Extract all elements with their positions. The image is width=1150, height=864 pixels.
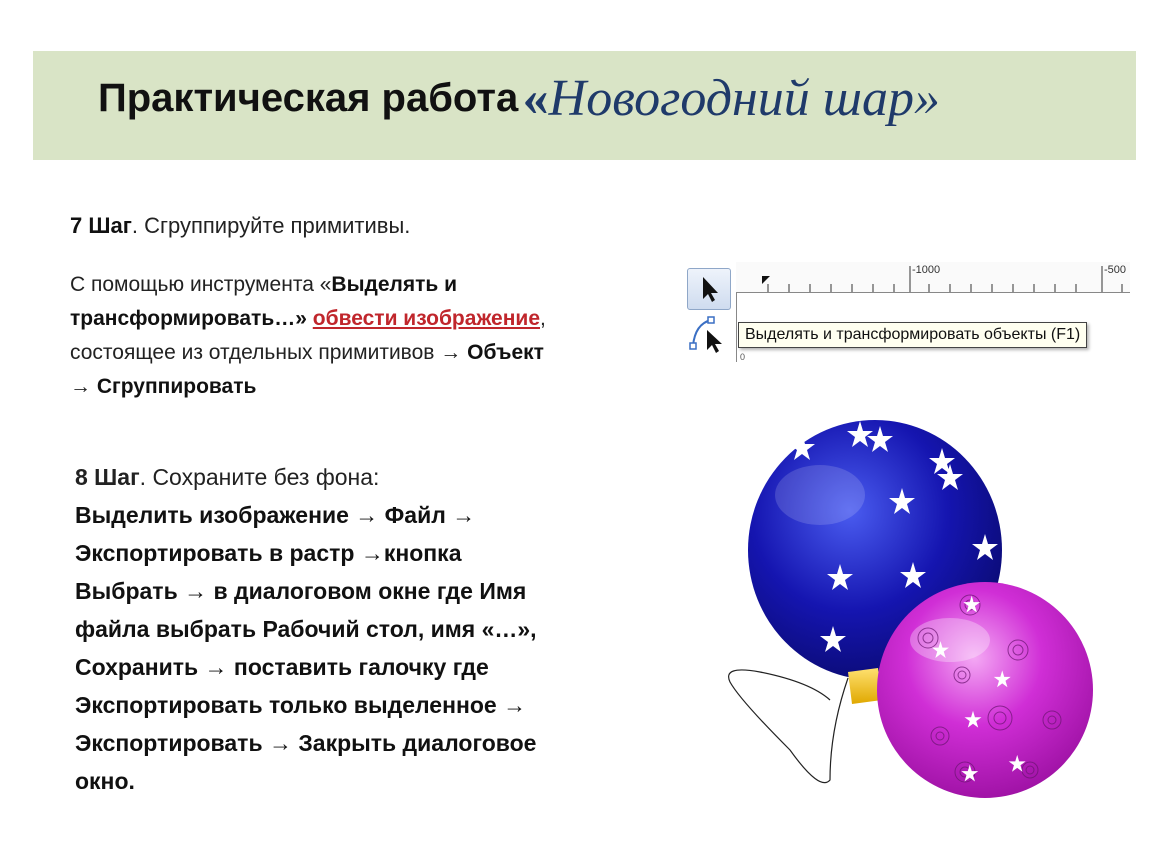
step8-line: Выбрать → в диалоговом окне где Имя <box>75 578 527 604</box>
step7-label: 7 Шаг <box>70 213 132 238</box>
step8-label: 8 Шаг <box>75 464 140 490</box>
arrow-icon: → <box>70 375 91 398</box>
page-title <box>98 69 940 128</box>
ornaments-image <box>700 400 1140 840</box>
tooltip: Выделять и трансформировать объекты (F1) <box>738 322 1087 348</box>
step7-paragraph <box>70 268 670 404</box>
ruler-label: -500 <box>1104 264 1127 276</box>
step7-heading <box>70 213 410 239</box>
outline-link[interactable]: обвести изображение <box>312 307 541 330</box>
title-band <box>33 51 1136 160</box>
comma: , <box>540 307 546 330</box>
step8-line: Выделить изображение → Файл → <box>75 502 476 528</box>
step8-line: файла выбрать Рабочий стол, имя «…», <box>75 616 537 642</box>
step7-intro: С помощью инструмента « <box>70 273 332 296</box>
step8-line: Экспортировать → Закрыть диалоговое <box>75 730 537 756</box>
step7-text: . Сгруппируйте примитивы. <box>131 213 411 238</box>
node-edit-icon <box>687 312 729 356</box>
step8-block <box>75 458 675 800</box>
tool-name: Выделять и трансформировать…» <box>70 273 458 330</box>
select-tool-button[interactable] <box>687 268 731 310</box>
step8-line: Экспортировать только выделенное → <box>75 692 527 718</box>
ruler-label: -1000 <box>912 264 941 276</box>
step8-heading <box>75 458 675 496</box>
step7-middle: состоящее из отдельных примитивов <box>70 341 435 364</box>
christmas-balls-illustration <box>700 400 1140 840</box>
menu-group: Сгруппировать <box>96 375 257 398</box>
title-plain: Практическая работа <box>98 76 519 120</box>
menu-object: Объект <box>467 341 544 364</box>
step8-line: окно. <box>75 768 135 794</box>
ruler-zero: 0 <box>740 352 746 362</box>
arrow-icon: → <box>440 341 462 364</box>
step8-line: Сохранить → поставить галочку где <box>75 654 489 680</box>
title-fancy: Новогодний шар» <box>548 70 941 127</box>
toolbar-screenshot <box>684 260 1130 362</box>
arrow-cursor-icon <box>688 269 730 309</box>
node-tool-button[interactable] <box>687 312 729 356</box>
vertical-ruler <box>736 293 737 362</box>
step8-text: . Сохраните без фона: <box>139 464 380 490</box>
title-quote: « <box>522 70 549 127</box>
step8-line: Экспортировать в растр →кнопка <box>75 540 462 566</box>
ruler <box>736 262 1130 293</box>
